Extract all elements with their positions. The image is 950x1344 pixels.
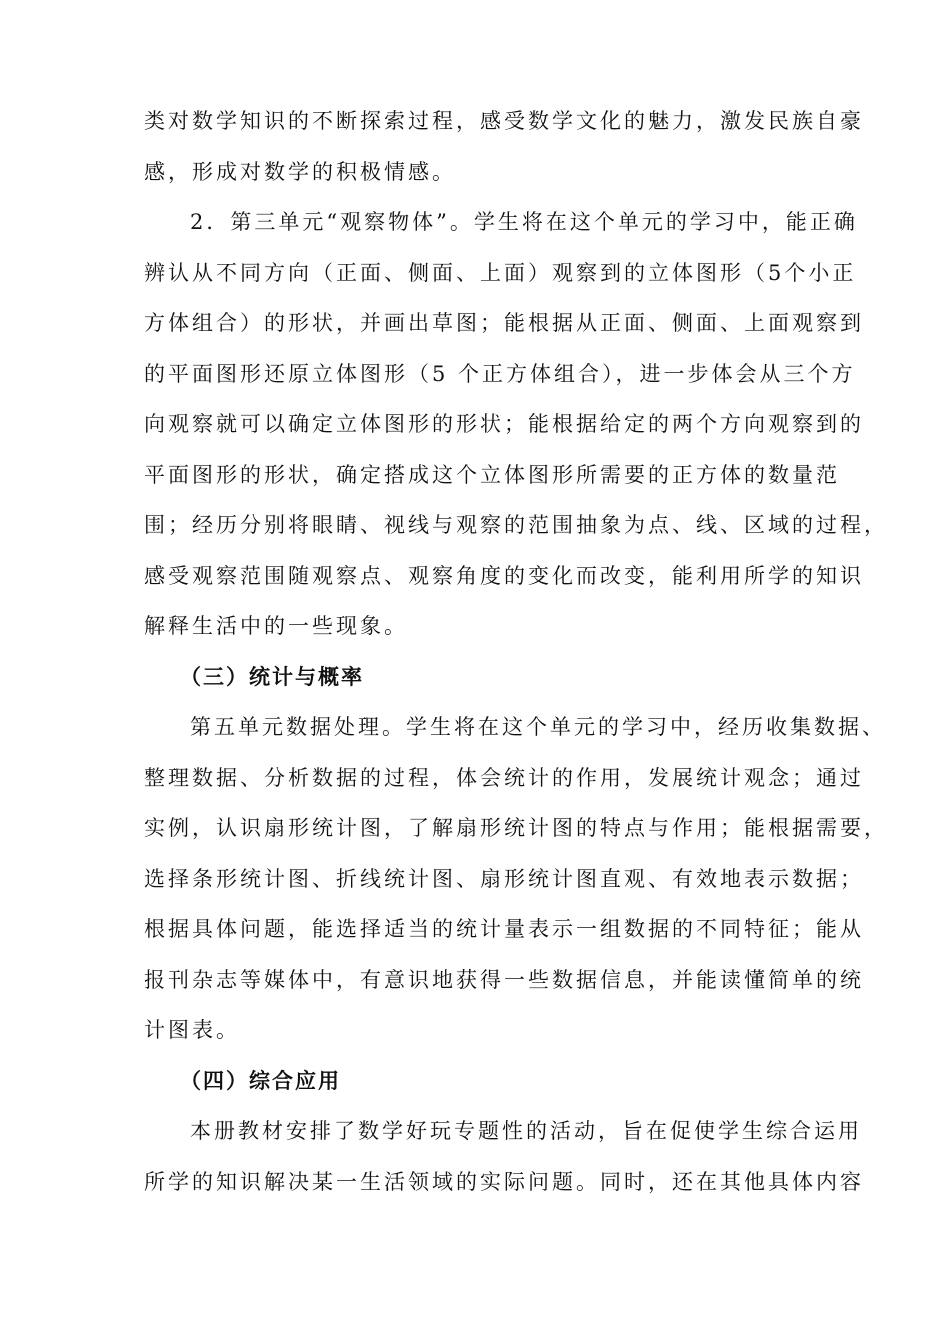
paragraph-line: 向观察就可以确定立体图形的形状；能根据给定的两个方向观察到的 [144,412,864,436]
section-heading-statistics: （三）统计与概率 [180,664,364,689]
section-heading-application: （四）综合应用 [180,1068,341,1093]
paragraph-line: 2．第三单元“观察物体”。学生将在这个单元的学习中，能正确 [190,210,858,234]
paragraph-line: 围；经历分别将眼睛、视线与观察的范围抽象为点、线、区域的过程， [144,513,888,537]
paragraph-line: 整理数据、分析数据的过程，体会统计的作用，发展统计观念；通过 [144,765,864,790]
paragraph-line: 平面图形的形状，确定搭成这个立体图形所需要的正方体的数量范 [144,462,840,487]
paragraph-line: 本册教材安排了数学好玩专题性的活动，旨在促使学生综合运用 [190,1119,862,1143]
paragraph-line: 辨认从不同方向（正面、侧面、上面）观察到的立体图形（5个小正 [144,260,857,285]
paragraph-line: 报刊杂志等媒体中，有意识地获得一些数据信息，并能读懂简单的统 [144,967,864,992]
paragraph-line: 计图表。 [144,1018,240,1042]
paragraph-line: 实例，认识扇形统计图，了解扇形统计图的特点与作用；能根据需要， [144,816,888,840]
paragraph-line: 的平面图形还原立体图形（5 个正方体组合），进一步体会从三个方 [144,361,856,386]
paragraph-line: 感，形成对数学的积极情感。 [144,159,456,184]
paragraph-line: 选择条形统计图、折线统计图、扇形统计图直观、有效地表示数据； [144,866,864,891]
paragraph-line: 类对数学知识的不断探索过程，感受数学文化的魅力，激发民族自豪 [144,109,864,133]
document-body [144,96,888,1207]
paragraph-line: 感受观察范围随观察点、观察角度的变化而改变，能利用所学的知识 [144,563,864,588]
paragraph-line: 解释生活中的一些现象。 [144,614,408,638]
paragraph-line: 方体组合）的形状，并画出草图；能根据从正面、侧面、上面观察到 [144,311,864,335]
paragraph-line: 根据具体问题，能选择适当的统计量表示一组数据的不同特征；能从 [144,917,864,941]
paragraph-line: 所学的知识解决某一生活领域的实际问题。同时，还在其他具体内容 [144,1169,864,1194]
paragraph-line: 第五单元数据处理。学生将在这个单元的学习中，经历收集数据、 [190,715,886,739]
